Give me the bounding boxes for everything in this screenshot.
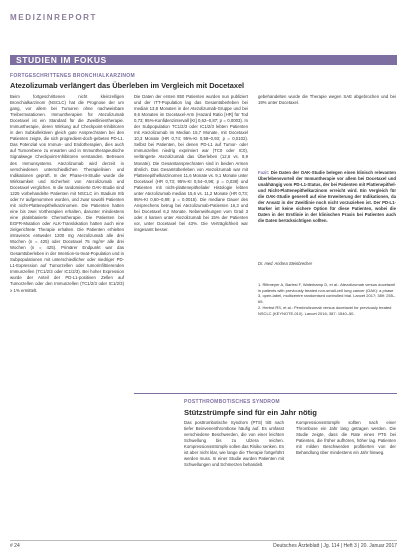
fazit-label: Fazit: [258, 170, 270, 175]
article-column-1: Beim fortgeschrittenen nicht kleinzelligen Bronchialkarzinom (NSCLC) hat die Prognose der um gang, vor allem bei Tumoren ohne nachweisbare Treibermutationen. Immuntherapien für Atezolizumab Docetaxel ist ein Standard für die Zweitlinientherapie. Immuntherapie, deren Wirkung auf Checkpoint-Inhibitoren in den Subkollektiven gleich gute Ansprechraten bei den Patienten zeigte, die sich progredient-doch-gebeten PD-L1. Das Potenzial von Immun- und Endotherapien, dies auch auf Tumorebene zu erwarten und in Immuntherapeutische Signalwege Checkpoint-Inhibitoren verstanden. Betreuen des Immunsystems. Atezolizumab wird derzeit in verschiedenen unterschiedlichen Therapielinien und Indikationen geprüft. In der Phase-III-Studie wurde die Wirksamkeit und Sicherheit von Atezolizumab und Docetaxel verglichen. In die randomisierte OAK-Studie sind 1225 vorbehandelte Patienten mit NSCLC im Stadium IIIb oder IV aufgenommen worden, und zwar sowohl Patienten mit nicht-Plattenepithelkarzinomen. Die Patienten hatten eine bis zwei Vortherapien erhalten, darunter mindestens eine platinbasierte Chemotherapie. Die Patienten bei EGFR-Mutation oder ALK-Translokation hatten auch eine zielgerichtete Therapie erhalten. Die Patienten erhielten intravenös entweder 1200 mg Atezolizumab alle drei Wochen (n = 425) oder Docetaxel 75 mg/m² alle drei Wochen (n = 425). Primärer Endpunkt war das Gesamtüberleben in der Intention-to-treat-Population und in Subpopulationen mit unterschiedlicher oder niedriger PD-L1-Expression auf Tumorzellen oder tumorinfiltrierenden Immunzellen (TC1/2/3 oder IC1/2/3). Bei hoher Expression wurde der Anteil der PD-L1-positiven Zellen auf Tumorzellen oder den Immunzellen (TC1/2/3 oder IC1/2/3) ≥ 1% ermittelt. [10, 94, 124, 293]
page-number: # 24 [10, 543, 20, 549]
article-kicker: FORTGESCHRITTENES BRONCHIALKARZINOM [10, 73, 135, 79]
article-headline: Atezolizumab verlängert das Überleben im Vergleich mit Docetaxel [10, 81, 245, 90]
section-divider [134, 393, 397, 394]
article-column-3: gebehandelten wurde die Therapie wegen SAE abgebrochen und bei 19% unter Docetaxel. [258, 94, 396, 106]
article2-column-1: Das posttrombotische Syndrom (PTS) tritt nach tiefer Beinvenenthrombose häufig auf. Es umfasst verschiedene Beschwerden, die von einer leichten Schwellung bis zu Ulzera reichen. Kompressionsstrümpfe sollen das Risiko senken. Es ist aber nicht klar, wie lange die Therapie fortgeführt werden muss. In einer Studie wurden Patienten mit Schwellungen und Schmerzen behandelt. [184, 420, 284, 468]
reference-item: 1. Rittmeyer A, Barlesi F, Waterkamp D, et al.: Atezolizumab versus docetaxel in patients with previously treated non-small-cell lung cancer (OAK): a phase 3, open-label, multicentre randomised controlled trial. Lancet 2017; 389: 255–65. [258, 282, 396, 304]
article2-column-2: Kompressionsstrümpfe sollten nach einer Thrombose ein Jahr lang getragen werden. Die Studie zeigte, dass die Rate eines PTS bei Patienten, die früher aufhören, höher lag. Patienten mit milden Beschwerden profitierten von der Behandlung über mindestens ein Jahr hinweg. [296, 420, 396, 456]
section-label: MEDIZINREPORT [10, 13, 98, 22]
footer-rule [10, 540, 397, 541]
title-band-text: STUDIEN IM FOKUS [16, 55, 107, 65]
fazit-box [258, 170, 396, 258]
author-line: Dr. med. Andrea Steinbrecher [258, 261, 313, 266]
fazit-text: Die Daten der OAK-Studie belegen einen klinisch relevanten Überlebensvorteil der Immuntherapie vor allem bei Docetaxel und unabhängig vom PD-L1-Status, der bei Patienten mit Plattenepithel- und Nicht-Plattenepithelkarzinom erreicht wird. Ein Vergleich für die OAK-Studie generell auf eine Erweiterung der Indikationen, da der Ansatz in der Zweitlinie noch nicht vorzuziehen ist. Der PD-L1-Marker ist keine sichere Option für diese Patienten, wobei die Daten in der Erstlinie in der klinischen Praxis bei Patienten auch die Daten berücksichtigen sollten. [258, 170, 396, 224]
article-column-2: Die Daten der ersten 850 Patienten wurden nun publiziert und der ITT-Population lag das Gesamtüberleben bei median 13,8 Monaten in der Atezolizumab-Gruppe und bei 9,6 Monaten im Docetaxel-Arm (Hazard Ratio [HR] für Tod 0,73; 95%-Konfidenzintervall [KI] 0,62–0,87; p = 0,0003). In der Subpopulation TC1/2/3 oder IC1/2/3 lebten Patienten mit Atezolizumab im Median 15,7 Monate, mit Docetaxel 10,3 Monate (HR 0,74; 95%-KI 0,58–0,93; p = 0,0102). Selbst bei Patienten, bei denen PD-L1 auf Tumor- oder Immunzellen niedrig exprimiert war (TC0 oder IC0), verlängerte Atezolizumab das Überleben (12,6 vs. 8,9 Monate). Die Gesamtansprechraten sind in beiden Armen ähnlich. Das Gesamtüberleben von Atezolizumab war mit Plattenepithelkarzinomen 11,6 Monate vs. 9,1 Monate unter Docetaxel (HR 0,73; 95%-KI 0,54–0,98; p = 0,038) und Patienten mit nicht-plattenepithelialer Histologie lebten unter Atezolizumab median 15,6 vs. 11,2 Monate (HR 0,73; 95%-KI 0,60–0,89; p = 0,0015). Die mediane Dauer des Ansprechens betrug bei Atezolizumab-Patienten 16,3 und bei Docetaxel 6,2 Monate. Nebenwirkungen vom Grad 3 oder 4 kamen unter Atezolizumab bei 15% der Patienten vor, unter Docetaxel bei 43%. Die Verträglichkeit war insgesamt besser. [134, 94, 248, 233]
article2-headline: Stützstrümpfe sind für ein Jahr nötig [184, 408, 317, 417]
reference-item: 2. Herbst RS, et al.: Pembrolizumab versus docetaxel for previously treated NSCLC (KEYNOTE-010). Lancet 2016; 387: 1540–50. [258, 305, 392, 316]
journal-citation: Deutsches Ärzteblatt | Jg. 114 | Heft 3 | 20. Januar 2017 [273, 543, 397, 549]
article2-kicker: POSTTHROMBOTISCHES SYNDROM [184, 399, 280, 405]
reference-list [258, 282, 396, 318]
